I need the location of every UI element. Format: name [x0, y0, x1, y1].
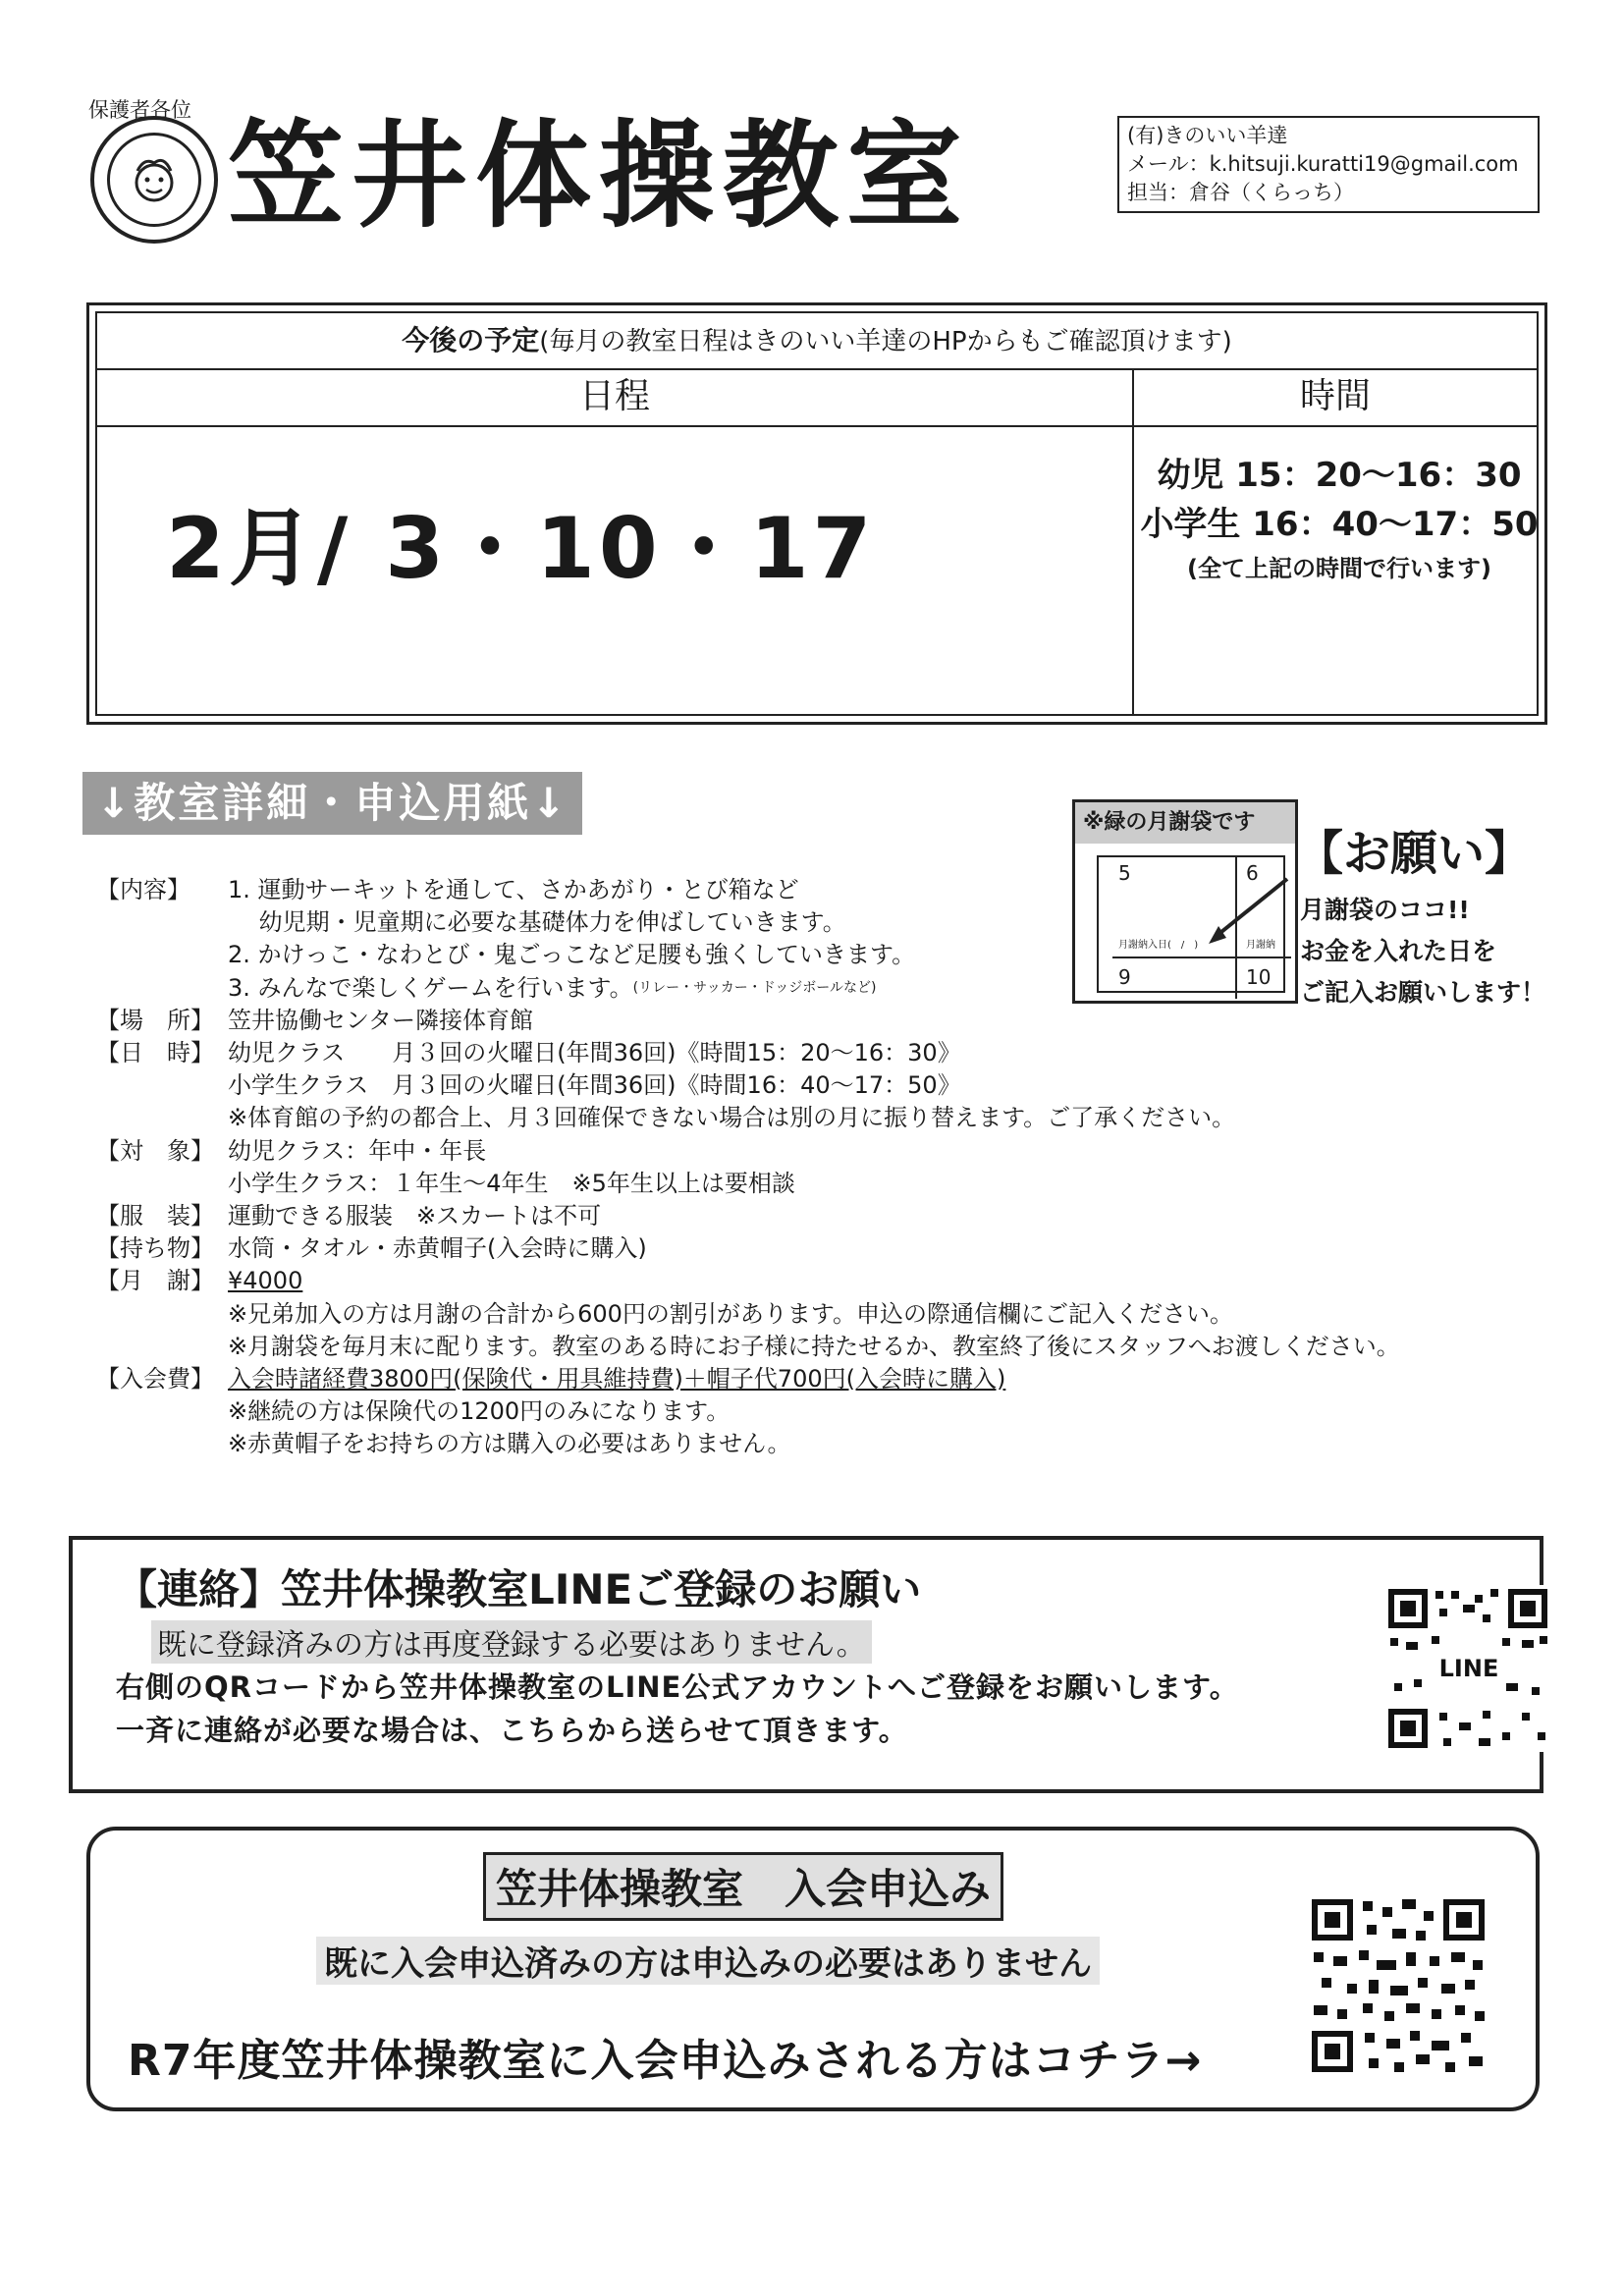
qr-line-label: LINE — [1438, 1655, 1499, 1682]
detail-key: 【場 所】 — [96, 1006, 214, 1034]
detail-row — [96, 1395, 1400, 1428]
schedule-col-date: 日程 — [97, 368, 1132, 427]
detail-key: 【持ち物】 — [96, 1234, 214, 1263]
time-note: (全て上記の時間で行います) — [1187, 555, 1491, 582]
detail-value: 笠井協働センター隣接体育館 — [228, 1006, 534, 1034]
detail-row — [96, 1135, 1400, 1168]
detail-row — [96, 1168, 1400, 1200]
detail-value: ※兄弟加入の方は月謝の合計から600円の割引があります。申込の際通信欄にご記入ください。 — [228, 1299, 1233, 1328]
time-kids: 幼児 15：20〜16：30 — [1157, 456, 1522, 495]
detail-value: 小学生クラス：１年生〜4年生 ※5年生以上は要相談 — [228, 1169, 795, 1197]
detail-key: 【月 謝】 — [96, 1267, 214, 1295]
detail-value: 運動できる服装 ※スカートは不可 — [228, 1202, 602, 1230]
detail-value: ※継続の方は保険代の1200円のみになります。 — [228, 1397, 731, 1426]
detail-key — [96, 1069, 228, 1102]
contact-email: メール：k.hitsuji.kuratti19@gmail.com — [1127, 152, 1519, 176]
contact-person: 担当：倉谷（くらっち） — [1127, 181, 1354, 204]
detail-value: 3. みんなで楽しくゲームを行います。 — [228, 973, 633, 1002]
contact-org: (有)きのいい羊達 — [1127, 124, 1288, 147]
detail-value: ※体育館の予約の都合上、月３回確保できない場合は別の月に振り替えます。ご了承ください。 — [228, 1104, 1236, 1132]
detail-row — [96, 874, 1400, 906]
detail-key — [96, 972, 228, 1005]
envelope-label: ※緑の月謝袋です — [1075, 802, 1295, 844]
detail-value: 水筒・タオル・赤黄帽子(入会時に購入) — [228, 1234, 647, 1263]
detail-row — [96, 1363, 1400, 1395]
detail-key — [96, 1428, 228, 1460]
line-notice-line: 右側のQRコードから笠井体操教室のLINE公式アカウントへご登録をお願いします。 — [116, 1670, 1239, 1704]
sheep-logo-icon — [90, 116, 218, 244]
line-notice-line: 既に登録済みの方は再度登録する必要はありません。 — [151, 1620, 872, 1664]
section-banner: ↓教室詳細・申込用紙↓ — [82, 772, 582, 835]
detail-row — [96, 1037, 1400, 1069]
schedule-heading-note: (毎月の教室日程はきのいい羊達のHPからもご確認頂けます) — [539, 327, 1232, 356]
schedule-dates: 2月/ 3・10・17 — [166, 500, 876, 598]
detail-value: ※月謝袋を毎月末に配ります。教室のある時にお子様に持たせるか、教室終了後にスタッフへお渡しください。 — [228, 1332, 1400, 1360]
detail-key — [96, 906, 228, 939]
detail-key: 【日 時】 — [96, 1039, 214, 1067]
request-line: お金を入れた日を — [1300, 937, 1497, 965]
detail-row — [96, 1102, 1400, 1134]
detail-value: 2. かけっこ・なわとび・鬼ごっこなど足腰も強くしていきます。 — [228, 941, 916, 969]
request-line: 月謝袋のココ!! — [1300, 896, 1470, 924]
detail-value: ¥4000 — [228, 1267, 303, 1295]
detail-key — [96, 1168, 228, 1200]
detail-row — [96, 1005, 1400, 1037]
request-title: 【お願い】 — [1296, 826, 1533, 881]
detail-value: 幼児クラス 月３回の火曜日(年間36回)《時間15：20〜16：30》 — [228, 1039, 961, 1067]
schedule-heading-title: 今後の予定 — [402, 324, 540, 356]
schedule-table — [86, 302, 1547, 725]
details-list — [96, 874, 1400, 1461]
line-qr-code-icon[interactable] — [1384, 1585, 1551, 1752]
envelope-num: 9 — [1118, 965, 1131, 989]
detail-key: 【入会費】 — [96, 1365, 214, 1394]
application-qr-code-icon[interactable] — [1308, 1895, 1489, 2076]
recipients-label: 保護者各位 — [88, 98, 191, 122]
line-notice-title: 【連絡】笠井体操教室LINEご登録のお願い — [116, 1565, 922, 1613]
detail-row — [96, 1200, 1400, 1232]
time-elementary: 小学生 16：40〜17：50 — [1140, 505, 1539, 544]
detail-note: (リレー・サッカー・ドッジボールなど) — [632, 979, 877, 996]
detail-row — [96, 972, 1400, 1005]
page-title: 笠井体操教室 — [228, 108, 971, 244]
detail-value: 小学生クラス 月３回の火曜日(年間36回)《時間16：40〜17：50》 — [228, 1071, 961, 1100]
application-box — [86, 1827, 1540, 2111]
detail-row — [96, 1232, 1400, 1265]
application-link[interactable]: R7年度笠井体操教室に入会申込みされる方はコチラ→ — [128, 2036, 1203, 2086]
detail-row — [96, 906, 1400, 939]
schedule-col-time: 時間 — [1134, 368, 1537, 427]
request-line: ご記入お願いします！ — [1300, 978, 1546, 1007]
detail-key — [96, 1331, 228, 1363]
line-notice-line: 一斉に連絡が必要な場合は、こちらから送らせて頂きます。 — [116, 1714, 908, 1747]
envelope-field: 月謝納入日( / ) — [1118, 940, 1199, 951]
envelope-num: 6 — [1246, 861, 1259, 885]
schedule-heading — [97, 313, 1537, 370]
detail-row — [96, 939, 1400, 971]
detail-key: 【服 装】 — [96, 1202, 214, 1230]
detail-value: 1. 運動サーキットを通して、さかあがり・とび箱など — [228, 876, 799, 903]
detail-row — [96, 1298, 1400, 1331]
detail-value: 幼児クラス：年中・年長 — [228, 1136, 487, 1165]
schedule-times — [1138, 451, 1541, 588]
detail-key — [96, 1298, 228, 1331]
line-notice-box — [69, 1536, 1543, 1793]
detail-key: 【対 象】 — [96, 1136, 214, 1165]
schedule-divider — [1132, 368, 1134, 714]
envelope-num: 5 — [1118, 861, 1131, 885]
application-title: 笠井体操教室 入会申込み — [483, 1852, 1003, 1921]
detail-value: ※赤黄帽子をお持ちの方は購入の必要はありません。 — [228, 1430, 791, 1458]
detail-value: 幼児期・児童期に必要な基礎体力を伸ばしていきます。 — [228, 908, 846, 937]
detail-key — [96, 1395, 228, 1428]
detail-key: 【内容】 — [96, 876, 190, 903]
contact-box — [1117, 116, 1540, 213]
detail-row — [96, 1265, 1400, 1297]
detail-key — [96, 939, 228, 971]
detail-key — [96, 1102, 228, 1134]
detail-row — [96, 1069, 1400, 1102]
detail-row — [96, 1331, 1400, 1363]
detail-row — [96, 1428, 1400, 1460]
application-note: 既に入会申込済みの方は申込みの必要はありません — [316, 1937, 1100, 1985]
envelope-num: 10 — [1246, 965, 1272, 989]
envelope-field: 月謝納 — [1246, 940, 1275, 951]
detail-value: 入会時諸経費3800円(保険代・用具維持費)＋帽子代700円(入会時に購入) — [228, 1365, 1006, 1394]
